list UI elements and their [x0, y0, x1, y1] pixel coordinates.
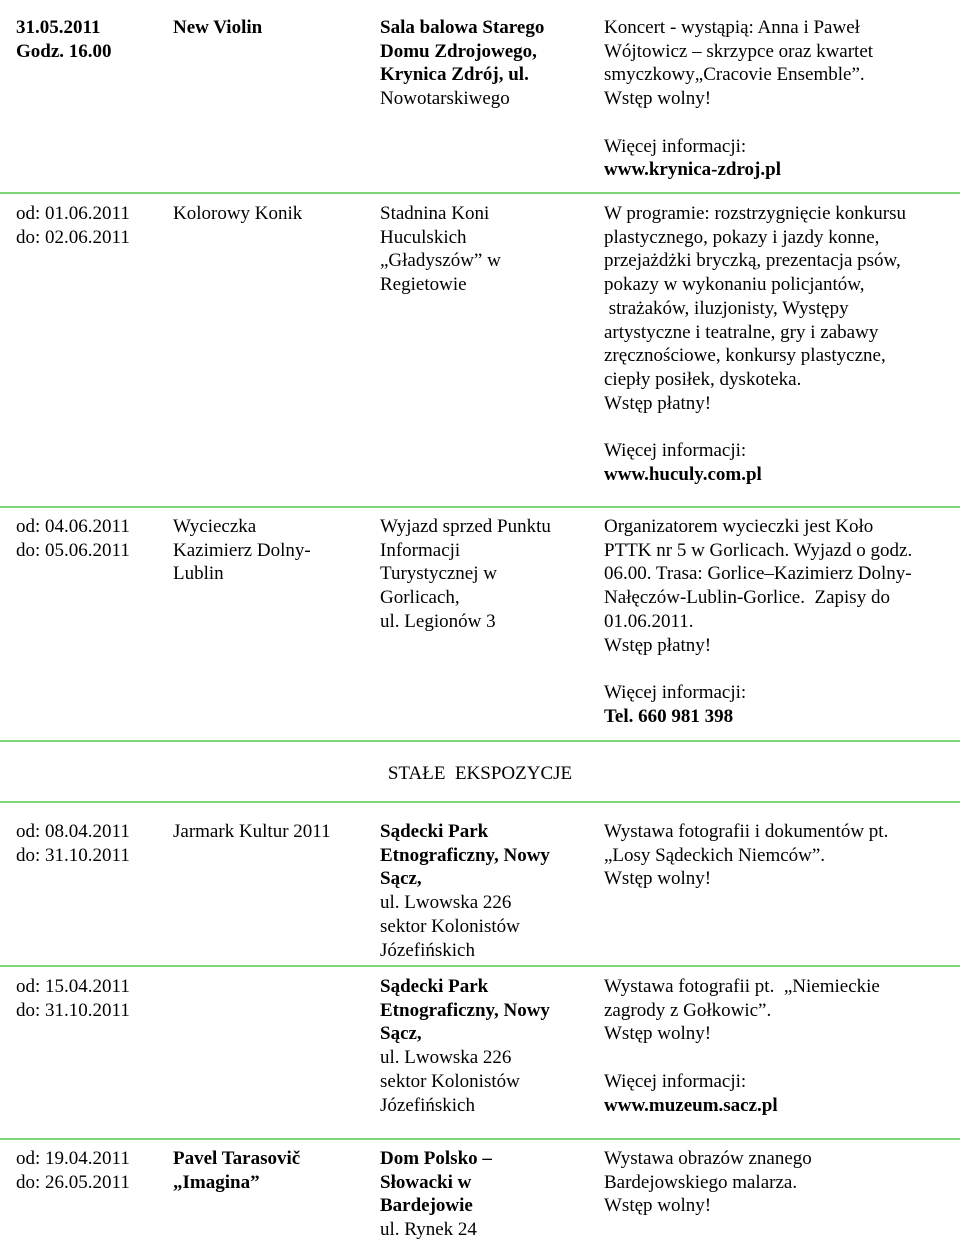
row-separator: [0, 1138, 960, 1140]
info-label: Więcej informacji:: [604, 1070, 747, 1092]
event-place: Stadnina Koni Huculskich „Gładyszów” w Regietowie: [380, 203, 501, 296]
info-link[interactable]: www.huculy.com.pl: [604, 463, 762, 485]
event-date: od: 04.06.2011 do: 05.06.2011: [16, 516, 130, 561]
event-description: Organizatorem wycieczki jest Koło PTTK nr 5 w Gorlicach. Wyjazd o godz. 06.00. Trasa: Gorlice–Kazimierz Dolny- Nałęczów-Lublin-Gorlice. Zapisy do 01.06.2011. Wstęp płatny! Więcej informacji: Tel. 660 981 398: [604, 515, 954, 728]
event-title: Pavel Tarasovič „Imagina”: [173, 1148, 301, 1193]
row-separator: [0, 965, 960, 967]
row-separator: [0, 192, 960, 194]
event-title: Kolorowy Konik: [173, 203, 303, 224]
event-description: Wystawa obrazów znanego Bardejowskiego malarza. Wstęp wolny!: [604, 1148, 812, 1217]
info-link[interactable]: www.muzeum.sacz.pl: [604, 1094, 778, 1116]
event-description: W programie: rozstrzygnięcie konkursu plastycznego, pokazy i jazdy konne, przejażdżki bryczką, prezentacja psów, pokazy w wykonaniu policjantów, strażaków, iluzjonisty, Występy artystyczne i teatralne, gry i zabawy zręcznościowe, konkursy plastyczne, ciepły posiłek, dyskoteka. Wstęp płatny! Więcej informacji: www.huculy.com.pl: [604, 202, 954, 486]
event-place: Sądecki Park Etnograficzny, Nowy Sącz, ul. Lwowska 226 sektor Kolonistów Józefińskich: [380, 821, 550, 961]
event-date: od: 19.04.2011 do: 26.05.2011: [16, 1148, 130, 1193]
event-date: od: 01.06.2011 do: 02.06.2011: [16, 203, 130, 248]
info-label: Więcej informacji:: [604, 135, 747, 157]
event-date: 31.05.2011 Godz. 16.00: [16, 17, 112, 62]
section-heading: STAŁE EKSPOZYCJE: [387, 763, 573, 784]
event-place: Sądecki Park Etnograficzny, Nowy Sącz, ul. Lwowska 226 sektor Kolonistów Józefińskich: [380, 976, 550, 1116]
row-separator: [0, 801, 960, 803]
event-place: Dom Polsko – Słowacki w Bardejowie ul. Rynek 24: [380, 1148, 492, 1241]
info-label: Więcej informacji:: [604, 681, 747, 703]
event-date: od: 15.04.2011 do: 31.10.2011: [16, 976, 130, 1021]
info-link[interactable]: www.krynica-zdroj.pl: [604, 159, 781, 181]
event-description: Koncert - wystąpią: Anna i Paweł Wójtowicz – skrzypce oraz kwartet smyczkowy„Cracovie Ensemble”. Wstęp wolny! Więcej informacji: www.krynica-zdroj.pl: [604, 16, 954, 182]
event-description: Wystawa fotografii pt. „Niemieckie zagrody z Gołkowic”. Wstęp wolny! Więcej informacji: www.muzeum.sacz.pl: [604, 975, 954, 1117]
event-description: Wystawa fotografii i dokumentów pt. „Losy Sądeckich Niemców”. Wstęp wolny!: [604, 821, 889, 890]
event-place: Wyjazd sprzed Punktu Informacji Turystycznej w Gorlicach, ul. Legionów 3: [380, 516, 551, 632]
info-label: Więcej informacji:: [604, 440, 747, 462]
event-title: Wycieczka Kazimierz Dolny- Lublin: [173, 516, 311, 585]
row-separator: [0, 506, 960, 508]
event-date: od: 08.04.2011 do: 31.10.2011: [16, 821, 130, 866]
row-separator: [0, 740, 960, 742]
event-place: Sala balowa Starego Domu Zdrojowego, Krynica Zdrój, ul. Nowotarskiwego: [380, 17, 545, 110]
event-title: New Violin: [173, 17, 263, 38]
info-phone: Tel. 660 981 398: [604, 705, 734, 727]
event-title: Jarmark Kultur 2011: [173, 821, 331, 842]
